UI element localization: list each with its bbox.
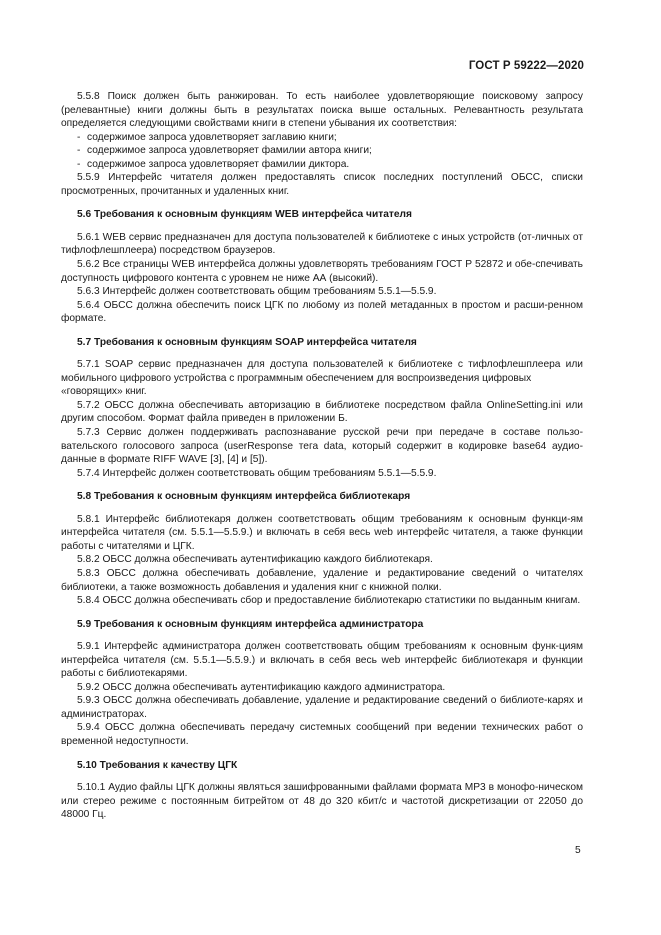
clause-5-7-1: 5.7.1 SOAP сервис предназначен для доступа пользователей к библиотеке с тифлофлешплеера или мобильного цифрового устройства с программным обеспечением для воспроизведения цифровых (61, 359, 583, 384)
list-item-text: содержимое запроса удовлетворяет фамилии диктора. (87, 158, 350, 170)
clause-5-6-3: 5.6.3 Интерфейс должен соответствовать общим требованиям 5.5.1—5.5.9. (77, 286, 437, 298)
bullet-dash: - (77, 158, 81, 170)
document-body (61, 90, 583, 822)
list-item (61, 131, 583, 145)
clause-5-6-4: 5.6.4 ОБСС должна обеспечить поиск ЦГК по любому из полей метаданных в простом и расши-ренном формате. (61, 299, 583, 325)
clause-5-7-3: 5.7.3 Сервис должен поддерживать распознавание русской речи при передаче в составе пользо-вательского голосового запроса (userResponse тега data, который содержит в кодировке base64 аудио-данные в формате RIFF WAVE [3], [4] и [5]). (61, 427, 583, 466)
section-heading-5-10: 5.10 Требования к качеству ЦГК (77, 759, 238, 771)
page-number: 5 (575, 845, 581, 856)
list-item-text: содержимое запроса удовлетворяет фамилии автора книги; (87, 145, 372, 157)
section-heading-5-6: 5.6 Требования к основным функциям WEB интерфейса читателя (77, 209, 412, 221)
section-heading-5-8: 5.8 Требования к основным функциям интерфейса библиотекаря (77, 491, 411, 503)
clause-5-5-9: 5.5.9 Интерфейс читателя должен предоставлять список последних поступлений ОБСС, списки просмотренных, прочитанных и удаленных книг. (61, 172, 583, 197)
list-item-text: содержимое запроса удовлетворяет заглавию книги; (87, 131, 337, 143)
clause-5-9-4: 5.9.4 ОБСС должна обеспечивать передачу системных сообщений при ведении технических работ о временной недоступности. (61, 722, 583, 747)
bullet-dash: - (77, 131, 81, 143)
list-item (61, 144, 583, 158)
clause-5-9-1: 5.9.1 Интерфейс администратора должен соответствовать общим требованиям к основным функ-циям интерфейса читателя (см. 5.5.1—5.5.9.) и включать в себя весь web интерфейс библиотекаря и функции работы с библиотекарями. (61, 641, 583, 680)
clause-5-7-2: 5.7.2 ОБСС должна обеспечивать авторизацию в библиотеке посредством файла OnlineSetting.ini или другим способом. Формат файла приведен в приложении Б. (61, 399, 583, 425)
section-heading-5-9: 5.9 Требования к основным функциям интерфейса администратора (77, 618, 424, 630)
clause-5-6-2: 5.6.2 Все страницы WEB интерфейса должны удовлетворять требованиям ГОСТ Р 52872 и обе-спечивать доступность цифрового контента с уровнем не ниже АА (высокий). (61, 259, 583, 284)
clause-5-6-1: 5.6.1 WEB сервис предназначен для доступа пользователей к библиотеке с иных устройств (от-личных от тифлофлешплеера) посредством браузеров. (61, 231, 583, 257)
clause-5-8-3: 5.8.3 ОБСС должна обеспечивать добавление, удаление и редактирование сведений о читателях библиотеки, а также возможность добавления и удаления книг с книжной полки. (61, 567, 583, 593)
clause-5-9-2: 5.9.2 ОБСС должна обеспечивать аутентификацию каждого администратора. (77, 681, 446, 693)
clause-5-8-4: 5.8.4 ОБСС должна обеспечивать сбор и предоставление библиотекарю статистики по выданным книгам. (77, 595, 581, 607)
clause-5-7-1-continuation: «говорящих» книг. (61, 386, 147, 398)
bullet-dash: - (77, 145, 81, 157)
clause-5-8-2: 5.8.2 ОБСС должна обеспечивать аутентификацию каждого библиотекаря. (77, 554, 433, 566)
clause-5-5-8: 5.5.8 Поиск должен быть ранжирован. То есть наиболее удовлетворяющие поисковому запросу (релевантные) книги должны быть в результатах поиска выше остальных. Релевантность результата определяется следующими свойствами книги в степени убывания их соответствия: (61, 91, 583, 130)
section-heading-5-7: 5.7 Требования к основным функциям SOAP интерфейса читателя (77, 336, 417, 348)
clause-5-9-3: 5.9.3 ОБСС должна обеспечивать добавление, удаление и редактирование сведений о библиоте-карях и администраторах. (61, 695, 583, 720)
list-item (61, 158, 583, 172)
clause-5-8-1: 5.8.1 Интерфейс библиотекаря должен соответствовать общим требованиям к основным функци-ям интерфейса читателя (см. 5.5.1—5.5.9.) и включать в себя весь web интерфейс читателя, а также функции работы с читателями и ЦГК. (61, 513, 583, 552)
clause-5-10-1: 5.10.1 Аудио файлы ЦГК должны являться зашифрованными файлами формата MP3 в монофо-ническом или стерео режиме с постоянным битрейтом от 48 до 320 кбит/с и частотой дискретизации от 22050 до 48000 Гц. (61, 782, 583, 821)
document-standard-number: ГОСТ Р 59222—2020 (468, 60, 584, 72)
clause-5-7-4: 5.7.4 Интерфейс должен соответствовать общим требованиям 5.5.1—5.5.9. (77, 467, 437, 479)
